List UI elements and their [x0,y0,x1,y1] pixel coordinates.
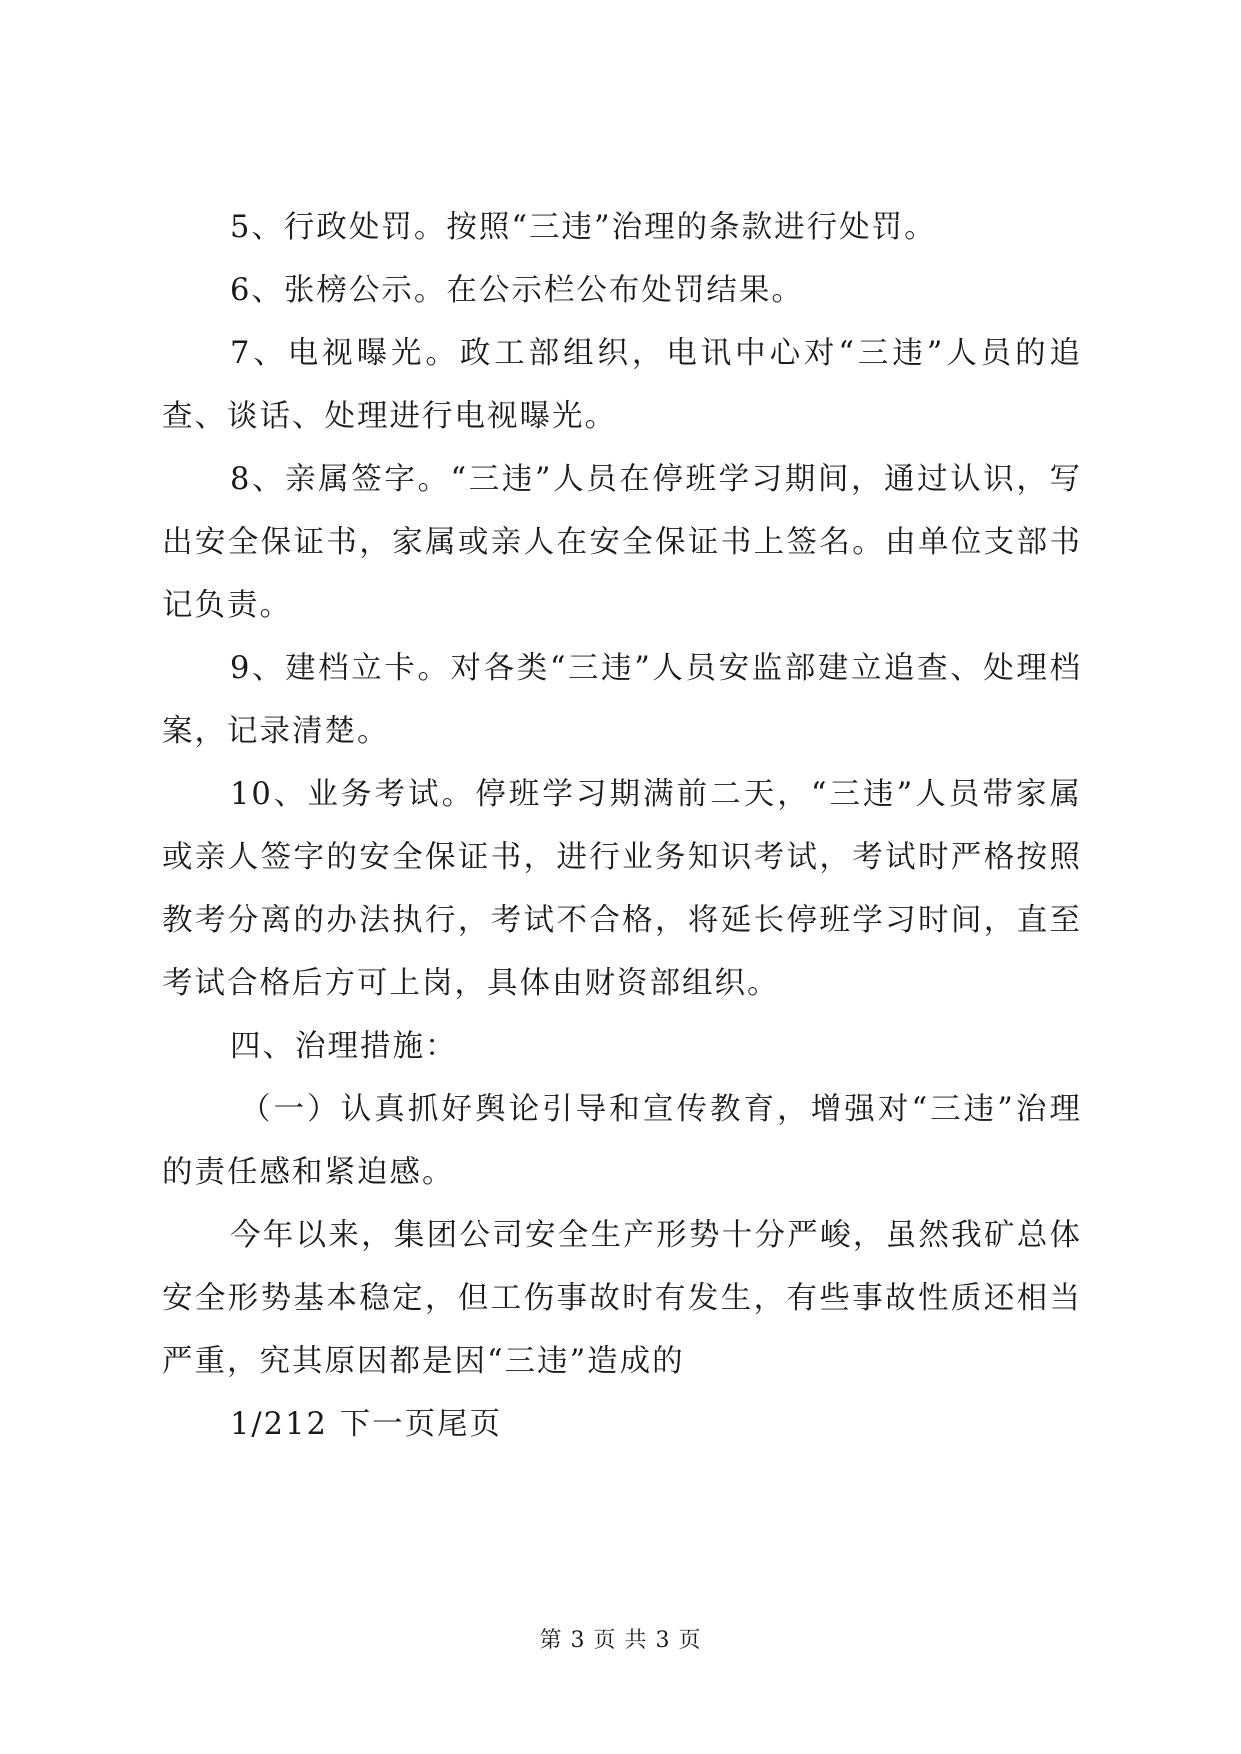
item-8-family-signature: 8、亲属签字。“三违”人员在停班学习期间，通过认识，写出安全保证书，家属或亲人在安全保证书上签名。由单位支部书记负责。 [162,462,1082,623]
measure-1-heading: （一）认真抓好舆论引导和宣传教育，增强对“三违”治理的责任感和紧迫感。 [162,1092,1082,1190]
item-10-business-exam: 10、业务考试。停班学习期满前二天，“三违”人员带家属或亲人签字的安全保证书，进行业务知识考试，考试时严格按照教考分离的办法执行，考试不合格，将延长停班学习时间，直至考试合格后方可上岗，具体由财资部组织。 [162,777,1082,1001]
body-paragraph: 今年以来，集团公司安全生产形势十分严峻，虽然我矿总体安全形势基本稳定，但工伤事故时有发生，有些事故性质还相当严重，究其原因都是因“三违”造成的 [162,1218,1082,1379]
item-6-public-notice: 6、张榜公示。在公示栏公布处罚结果。 [230,273,804,308]
item-5-administrative-penalty: 5、行政处罚。按照“三违”治理的条款进行处罚。 [230,210,937,245]
pagination-nav[interactable]: 1/212 下一页尾页 [230,1407,503,1442]
item-7-tv-exposure: 7、电视曝光。政工部组织，电讯中心对“三违”人员的追查、谈话、处理进行电视曝光。 [162,336,1082,434]
section-4-heading: 四、治理措施： [230,1029,458,1064]
document-body [162,196,1082,1456]
page-number-footer: 第 3 页 共 3 页 [539,1628,702,1653]
item-9-record-filing: 9、建档立卡。对各类“三违”人员安监部建立追查、处理档案，记录清楚。 [162,651,1082,749]
